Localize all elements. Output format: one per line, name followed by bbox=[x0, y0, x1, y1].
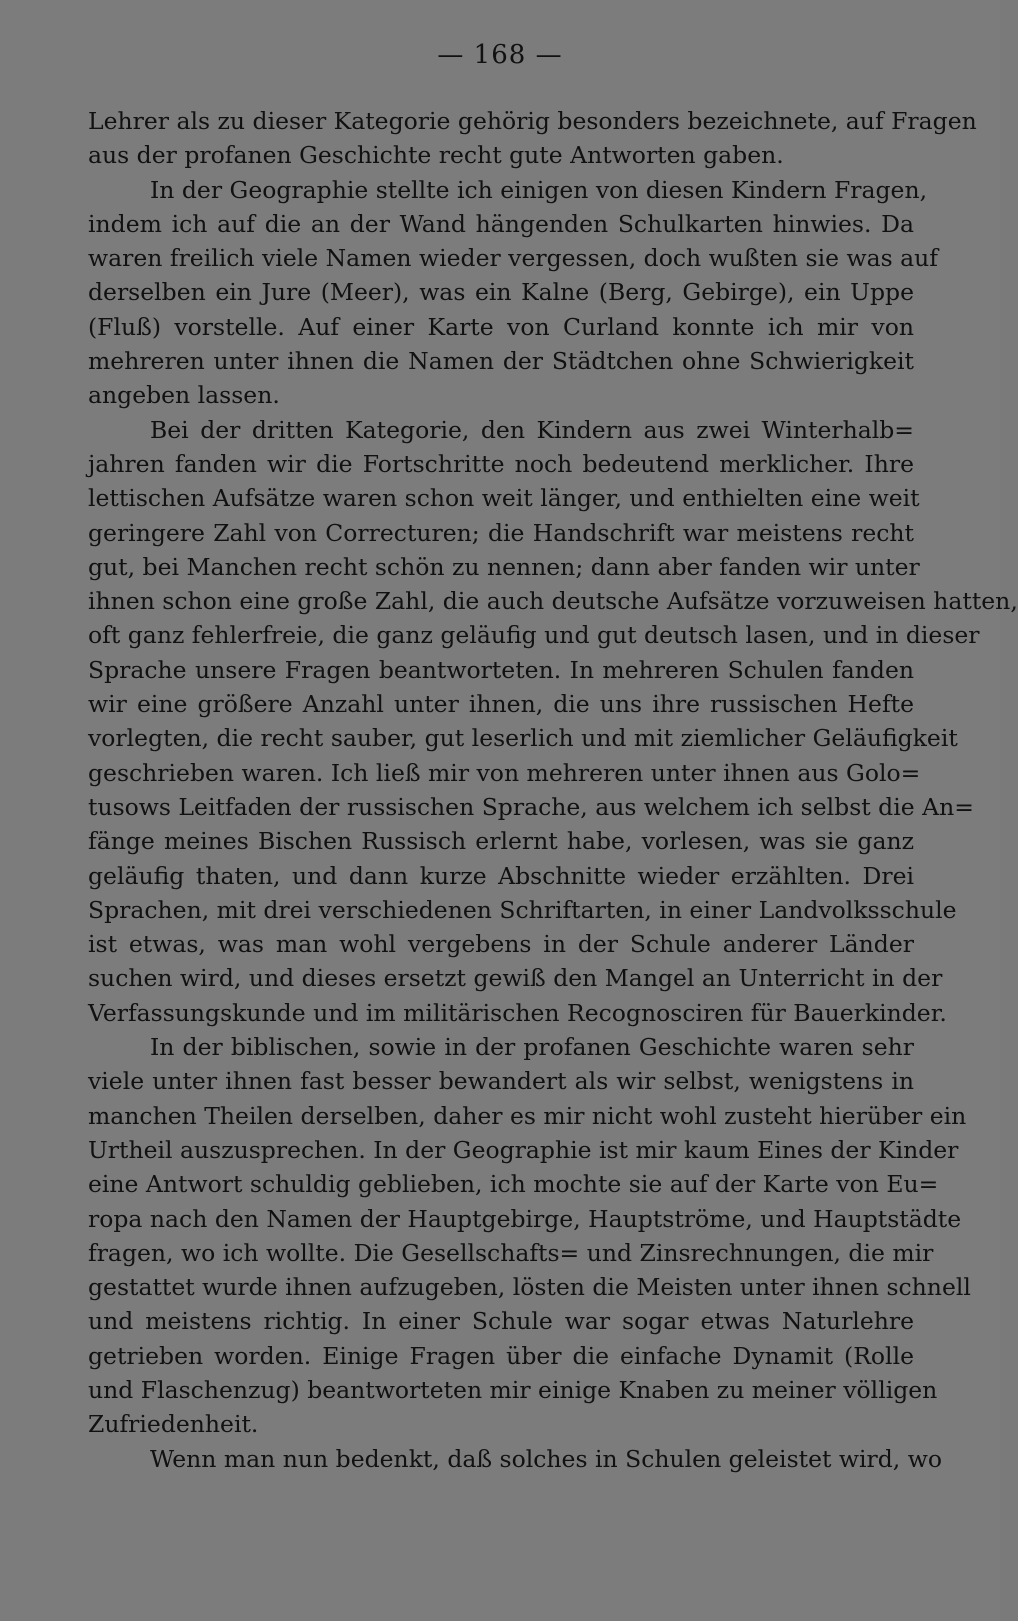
text-line: indem ich auf die an der Wand hängenden Schulkarten hinwies. Da bbox=[88, 209, 914, 238]
text-line: geläufig thaten, und dann kurze Abschnitte wieder erzählten. Drei bbox=[88, 861, 914, 890]
text-line: (Fluß) vorstelle. Auf einer Karte von Curland konnte ich mir von bbox=[88, 312, 914, 341]
text-line: Urtheil auszusprechen. In der Geographie ist mir kaum Eines der Kinder bbox=[88, 1135, 959, 1164]
text-line: fragen, wo ich wollte. Die Gesellschafts= und Zinsrechnungen, die mir bbox=[88, 1238, 934, 1267]
text-line: In der biblischen, sowie in der profanen Geschichte waren sehr bbox=[150, 1033, 914, 1062]
text-line: angeben lassen. bbox=[88, 381, 280, 410]
text-line: gut, bei Manchen recht schön zu nennen; dann aber fanden wir unter bbox=[88, 552, 920, 581]
text-line: lettischen Aufsätze waren schon weit länger, und enthielten eine weit bbox=[88, 484, 920, 513]
body-text bbox=[88, 104, 1018, 1476]
text-line: Sprachen, mit drei verschiedenen Schriftarten, in einer Landvolksschule bbox=[88, 895, 957, 924]
text-line: und Flaschenzug) beantworteten mir einige Knaben zu meiner völligen bbox=[88, 1375, 938, 1404]
page-number: — 168 — bbox=[437, 40, 563, 70]
text-line: manchen Theilen derselben, daher es mir nicht wohl zusteht hierüber ein bbox=[88, 1101, 967, 1130]
text-line: jahren fanden wir die Fortschritte noch bedeutend merklicher. Ihre bbox=[88, 449, 914, 478]
text-line: Sprache unsere Fragen beantworteten. In mehreren Schulen fanden bbox=[88, 655, 914, 684]
text-line: tusows Leitfaden der russischen Sprache, aus welchem ich selbst die An= bbox=[88, 792, 974, 821]
text-line: vorlegten, die recht sauber, gut leserlich und mit ziemlicher Geläufigkeit bbox=[88, 724, 958, 753]
text-line: und meistens richtig. In einer Schule war sogar etwas Naturlehre bbox=[88, 1307, 914, 1336]
text-line: Wenn man nun bedenkt, daß solches in Schulen geleistet wird, wo bbox=[150, 1444, 943, 1473]
text-line: geringere Zahl von Correcturen; die Handschrift war meistens recht bbox=[88, 518, 914, 547]
text-line: ist etwas, was man wohl vergebens in der Schule anderer Länder bbox=[88, 930, 914, 959]
text-line: waren freilich viele Namen wieder vergessen, doch wußten sie was auf bbox=[88, 244, 938, 273]
text-line: ropa nach den Namen der Hauptgebirge, Hauptströme, und Hauptstädte bbox=[88, 1204, 962, 1233]
text-line: aus der profanen Geschichte recht gute Antworten gaben. bbox=[88, 141, 784, 170]
text-line: derselben ein Jure (Meer), was ein Kalne (Berg, Gebirge), ein Uppe bbox=[88, 278, 914, 307]
text-line: wir eine größere Anzahl unter ihnen, die uns ihre russischen Hefte bbox=[88, 690, 914, 719]
text-line: geschrieben waren. Ich ließ mir von mehreren unter ihnen aus Golo= bbox=[88, 758, 921, 787]
text-line: gestattet wurde ihnen aufzugeben, lösten die Meisten unter ihnen schnell bbox=[88, 1273, 971, 1302]
text-line: eine Antwort schuldig geblieben, ich mochte sie auf der Karte von Eu= bbox=[88, 1170, 939, 1199]
text-line: ihnen schon eine große Zahl, die auch deutsche Aufsätze vorzuweisen hatten, bbox=[88, 587, 1018, 616]
text-line: Bei der dritten Kategorie, den Kindern aus zwei Winterhalb= bbox=[150, 415, 914, 444]
text-line: Verfassungskunde und im militärischen Recognosciren für Bauerkinder. bbox=[88, 998, 947, 1027]
text-line: mehreren unter ihnen die Namen der Städtchen ohne Schwierigkeit bbox=[88, 347, 914, 376]
text-line: suchen wird, und dieses ersetzt gewiß den Mangel an Unterricht in der bbox=[88, 964, 943, 993]
text-line: Lehrer als zu dieser Kategorie gehörig besonders bezeichnete, auf Fragen bbox=[88, 107, 977, 135]
text-line: getrieben worden. Einige Fragen über die einfache Dynamit (Rolle bbox=[88, 1341, 914, 1370]
text-line: fänge meines Bischen Russisch erlernt habe, vorlesen, was sie ganz bbox=[88, 827, 914, 856]
text-line: In der Geographie stellte ich einigen von diesen Kindern Fragen, bbox=[150, 175, 928, 204]
text-line: oft ganz fehlerfreie, die ganz geläufig und gut deutsch lasen, und in dieser bbox=[88, 621, 980, 650]
text-line: Zufriedenheit. bbox=[88, 1410, 259, 1439]
text-line: viele unter ihnen fast besser bewandert als wir selbst, wenigstens in bbox=[88, 1067, 914, 1096]
